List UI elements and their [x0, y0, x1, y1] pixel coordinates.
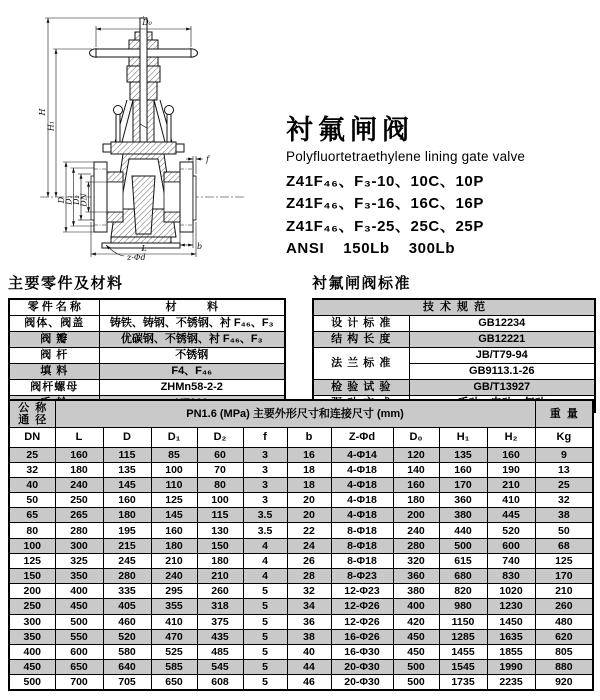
dimension-col-header: Z-Φd	[331, 427, 393, 447]
dimension-cell: 1020	[487, 584, 535, 599]
dimension-cell: 38	[287, 629, 331, 644]
dimension-row	[9, 553, 593, 568]
dimension-cell: 170	[439, 477, 487, 492]
dim-label-d1: D₁	[64, 195, 74, 205]
dimension-row	[9, 569, 593, 584]
dimension-cell: 4	[243, 538, 287, 553]
dimension-cell: 32	[287, 584, 331, 599]
dimension-row	[9, 477, 593, 492]
dimension-cell: 3.5	[243, 508, 287, 523]
dimension-cell: 4-Φ14	[331, 447, 393, 462]
dimension-cell: 325	[55, 553, 103, 568]
dimension-row	[9, 614, 593, 629]
dimension-cell: 16	[287, 447, 331, 462]
dimension-cell: 335	[103, 584, 151, 599]
dimension-cell: 25	[9, 447, 55, 462]
dim-label-zd: z-Φd	[127, 253, 146, 262]
dimension-cell: 18	[287, 462, 331, 477]
dimension-cell: 480	[535, 614, 593, 629]
dimension-cell: 5	[243, 614, 287, 629]
dimension-cell: 520	[103, 629, 151, 644]
dim-label-d: D	[57, 196, 66, 204]
dimension-cell: 500	[9, 675, 55, 691]
dimension-cell: 50	[9, 493, 55, 508]
dimension-cell: 640	[103, 660, 151, 675]
dimension-cell: 200	[9, 584, 55, 599]
dimension-cell: 12-Φ26	[331, 599, 393, 614]
dimension-cell: 280	[55, 523, 103, 538]
dimension-cell: 60	[197, 447, 243, 462]
dimension-col-header: DN	[9, 427, 55, 447]
dimension-row	[9, 599, 593, 614]
dimension-cell: 705	[103, 675, 151, 691]
corner-header	[9, 400, 55, 427]
standards-row	[313, 348, 595, 364]
dimension-cell: 1285	[439, 629, 487, 644]
dimension-cell: 615	[439, 553, 487, 568]
dimension-cell: 1230	[487, 599, 535, 614]
dimension-cell: 20	[287, 508, 331, 523]
dimension-cell: 160	[439, 462, 487, 477]
dimension-cell: 16-Φ26	[331, 629, 393, 644]
dimension-cell: 1455	[439, 644, 487, 659]
dimension-row	[9, 660, 593, 675]
dimension-cell: 110	[151, 477, 197, 492]
dimension-cell: 600	[487, 538, 535, 553]
dimension-cell: 500	[439, 538, 487, 553]
dimension-cell: 170	[535, 569, 593, 584]
dimension-cell: 260	[197, 584, 243, 599]
dimension-cell: 1545	[439, 660, 487, 675]
dimension-cell: 820	[439, 584, 487, 599]
dimension-cell: 620	[535, 629, 593, 644]
dimension-cell: 5	[243, 584, 287, 599]
dimension-row	[9, 675, 593, 691]
dimension-cell: 470	[151, 629, 197, 644]
standard-name: 设 计 标 准	[313, 316, 409, 332]
corner-header-line2: 通 径	[18, 413, 47, 426]
dimension-cell: 240	[151, 569, 197, 584]
product-title-en: Polyfluortetraethylene lining gate valve	[286, 148, 526, 164]
dimension-cell: 210	[151, 553, 197, 568]
dimension-cell: 520	[487, 523, 535, 538]
dimension-cell: 150	[197, 538, 243, 553]
dimension-cell: 5	[243, 629, 287, 644]
dimension-cell: 980	[439, 599, 487, 614]
dimension-cell: 435	[197, 629, 243, 644]
dimension-col-header: D₀	[393, 427, 439, 447]
dimension-cell: 40	[9, 477, 55, 492]
dimension-cell: 250	[9, 599, 55, 614]
part-material: 优碳钢、不锈钢、衬 F₄₆、F₃	[99, 332, 285, 348]
dimension-cell: 280	[393, 538, 439, 553]
dimension-cell: 120	[393, 447, 439, 462]
dimension-cell: 200	[393, 508, 439, 523]
dimension-cell: 545	[197, 660, 243, 675]
dimension-cell: 8-Φ18	[331, 553, 393, 568]
dimension-col-header: D₁	[151, 427, 197, 447]
dimension-cell: 125	[9, 553, 55, 568]
dimension-cell: 5	[243, 675, 287, 691]
dimension-cell: 130	[197, 523, 243, 538]
title-block	[286, 116, 594, 261]
dim-label-b: b	[197, 242, 203, 251]
standards-header-row	[313, 299, 595, 316]
dimension-row	[9, 629, 593, 644]
dimension-cell: 585	[151, 660, 197, 675]
dimension-cell: 85	[151, 447, 197, 462]
dimension-cell: 80	[197, 477, 243, 492]
dimension-cell: 160	[393, 477, 439, 492]
dimension-cell: 420	[393, 614, 439, 629]
dimension-cell: 20-Φ30	[331, 675, 393, 691]
dimension-cell: 650	[55, 660, 103, 675]
standard-value: GB9113.1-26	[409, 364, 595, 380]
dimension-cell: 32	[535, 493, 593, 508]
dimension-cell: 3	[243, 477, 287, 492]
dimension-cell: 260	[535, 599, 593, 614]
dimension-row	[9, 584, 593, 599]
dimension-cell: 360	[439, 493, 487, 508]
dimension-row	[9, 538, 593, 553]
dimension-cell: 250	[55, 493, 103, 508]
dimension-cell: 375	[197, 614, 243, 629]
standard-name: 检 验 试 验	[313, 380, 409, 396]
dimension-cell: 140	[393, 462, 439, 477]
ansi-line: ANSI 150Lb 300Lb	[286, 240, 456, 258]
dimension-cell: 36	[287, 614, 331, 629]
dimension-row	[9, 508, 593, 523]
dimension-cell: 160	[151, 523, 197, 538]
part-material: 铸铁、铸钢、不锈钢、衬 F₄₆、F₃	[99, 316, 285, 332]
dimension-cell: 410	[151, 614, 197, 629]
dimension-cell: 1150	[439, 614, 487, 629]
dimension-cell: 44	[287, 660, 331, 675]
dimension-cell: 300	[9, 614, 55, 629]
standards-section-title: 衬氟闸阀标准	[312, 275, 412, 292]
dimension-cell: 410	[487, 493, 535, 508]
dimension-cell: 65	[9, 508, 55, 523]
dim-label-d0: D₀	[142, 18, 152, 27]
dimension-cell: 4-Φ18	[331, 477, 393, 492]
dimension-cell: 8-Φ23	[331, 569, 393, 584]
parts-row	[9, 332, 285, 348]
parts-section	[8, 272, 286, 413]
dimension-cell: 4-Φ18	[331, 508, 393, 523]
dimension-cell: 608	[197, 675, 243, 691]
dimension-row	[9, 493, 593, 508]
dimension-cell: 12-Φ26	[331, 614, 393, 629]
middle-section	[8, 272, 596, 413]
standards-row	[313, 332, 595, 348]
part-name: 填 料	[9, 364, 99, 380]
dimension-table-body	[9, 447, 593, 690]
part-material: ZHMn58-2-2	[99, 380, 285, 396]
parts-table	[8, 298, 286, 413]
standard-name: 结 构 长 度	[313, 332, 409, 348]
dimension-cell: 445	[487, 508, 535, 523]
dim-label-h: H	[38, 108, 47, 116]
dimension-cell: 145	[151, 508, 197, 523]
dim-label-l: L	[141, 244, 147, 253]
dimension-cell: 320	[393, 553, 439, 568]
standards-header: 技 术 规 范	[313, 299, 595, 316]
dimension-cell: 22	[287, 523, 331, 538]
dimension-cell: 115	[103, 447, 151, 462]
product-title-cn: 衬氟闸阀	[286, 115, 414, 145]
parts-row	[9, 316, 285, 332]
dimension-cell: 400	[393, 599, 439, 614]
dimension-cell: 5	[243, 660, 287, 675]
dimension-cell: 13	[535, 462, 593, 477]
dimension-cell: 8-Φ18	[331, 523, 393, 538]
valve-drawing	[6, 4, 278, 266]
dimension-cell: 115	[197, 508, 243, 523]
gate-valve-diagram	[6, 4, 278, 266]
dimension-cell: 450	[9, 660, 55, 675]
dimension-cell: 135	[439, 447, 487, 462]
dimension-cell: 400	[9, 644, 55, 659]
dimension-cell: 4	[243, 569, 287, 584]
dimension-cell: 3.5	[243, 523, 287, 538]
dimension-row	[9, 644, 593, 659]
part-material: F4、F₄₆	[99, 364, 285, 380]
parts-row	[9, 348, 285, 364]
dimension-cell: 360	[393, 569, 439, 584]
dimension-cell: 5	[243, 644, 287, 659]
standards-section	[312, 272, 596, 413]
corner-header-line1: 公 称	[18, 401, 47, 414]
dimension-cell: 500	[393, 660, 439, 675]
dimension-cell: 135	[103, 462, 151, 477]
dimension-cell: 34	[287, 599, 331, 614]
dimension-cell: 600	[55, 644, 103, 659]
standard-value: JB/T79-94	[409, 348, 595, 364]
dimension-cell: 550	[55, 629, 103, 644]
dimension-cell: 100	[9, 538, 55, 553]
dimension-cell: 80	[9, 523, 55, 538]
standard-value: GB12234	[409, 316, 595, 332]
dimension-cell: 740	[487, 553, 535, 568]
dimension-cell: 4-Φ18	[331, 462, 393, 477]
dim-label-h1: H₁	[46, 120, 56, 132]
dimension-cell: 440	[439, 523, 487, 538]
dim-label-dn: DN	[79, 193, 89, 207]
dimension-row	[9, 462, 593, 477]
column-header-row	[9, 427, 593, 447]
dimension-cell: 355	[151, 599, 197, 614]
dimension-cell: 525	[151, 644, 197, 659]
dimension-cell: 160	[487, 447, 535, 462]
dimension-col-header: b	[287, 427, 331, 447]
dimension-cell: 38	[535, 508, 593, 523]
dimension-cell: 190	[487, 462, 535, 477]
dimension-cell: 450	[393, 629, 439, 644]
dimension-cell: 240	[55, 477, 103, 492]
dimension-cell: 3	[243, 493, 287, 508]
dimension-cell: 32	[9, 462, 55, 477]
dimension-cell: 400	[55, 584, 103, 599]
dimension-cell: 350	[55, 569, 103, 584]
dimension-cell: 1450	[487, 614, 535, 629]
dimension-cell: 160	[55, 447, 103, 462]
parts-section-title: 主要零件及材料	[8, 275, 124, 292]
dimension-cell: 46	[287, 675, 331, 691]
dimension-cell: 4	[243, 553, 287, 568]
part-name: 阀 杆	[9, 348, 99, 364]
dimension-cell: 300	[55, 538, 103, 553]
dimension-cell: 5	[243, 599, 287, 614]
dimension-cell: 180	[151, 538, 197, 553]
dimension-cell: 50	[535, 523, 593, 538]
dimension-col-header: H₁	[439, 427, 487, 447]
dimension-cell: 70	[197, 462, 243, 477]
dimension-cell: 485	[197, 644, 243, 659]
dimension-cell: 1990	[487, 660, 535, 675]
dimension-cell: 20	[287, 493, 331, 508]
dimension-col-header: D₂	[197, 427, 243, 447]
standard-value: GB/T13927	[409, 380, 595, 396]
dimension-row	[9, 523, 593, 538]
dim-label-d2: D₂	[72, 195, 81, 205]
standards-row	[313, 380, 595, 396]
dimension-cell: 350	[9, 629, 55, 644]
dimension-cell: 180	[103, 508, 151, 523]
dimension-cell: 210	[487, 477, 535, 492]
model-line-1: Z41F₄₆、F₃-10、10C、10P	[286, 172, 484, 190]
dimension-cell: 500	[393, 675, 439, 691]
main-dimension-header: PN1.6 (MPa) 主要外形尺寸和连接尺寸 (mm)	[55, 400, 535, 427]
dimension-cell: 210	[197, 569, 243, 584]
parts-row	[9, 380, 285, 396]
dimension-cell: 500	[55, 614, 103, 629]
dimension-cell: 295	[151, 584, 197, 599]
dimension-cell: 830	[487, 569, 535, 584]
dimension-cell: 3	[243, 447, 287, 462]
dimension-col-header: Kg	[535, 427, 593, 447]
dimension-cell: 650	[151, 675, 197, 691]
weight-header: 重 量	[535, 400, 593, 427]
dimension-cell: 9	[535, 447, 593, 462]
standards-table	[312, 298, 596, 413]
dimension-cell: 1855	[487, 644, 535, 659]
standard-name: 法 兰 标 准	[313, 348, 409, 380]
dim-label-f: f	[206, 155, 209, 164]
parts-col-header-name: 零 件 名 称	[9, 299, 99, 316]
standards-row	[313, 316, 595, 332]
dimension-cell: 265	[55, 508, 103, 523]
dimension-cell: 100	[151, 462, 197, 477]
dimension-cell: 318	[197, 599, 243, 614]
dimension-col-header: D	[103, 427, 151, 447]
dimension-col-header: f	[243, 427, 287, 447]
dimension-cell: 180	[393, 493, 439, 508]
dimension-cell: 125	[535, 553, 593, 568]
part-name: 阀 瓣	[9, 332, 99, 348]
dimension-cell: 150	[9, 569, 55, 584]
dimension-cell: 380	[439, 508, 487, 523]
dimension-cell: 580	[103, 644, 151, 659]
part-name: 阀杆螺母	[9, 380, 99, 396]
parts-col-header-material: 材 料	[99, 299, 285, 316]
dimension-header-row-1	[9, 400, 593, 427]
dimension-cell: 245	[103, 553, 151, 568]
dimension-cell: 1735	[439, 675, 487, 691]
dimension-cell: 280	[103, 569, 151, 584]
dimension-col-header: H₂	[487, 427, 535, 447]
dimension-cell: 920	[535, 675, 593, 691]
dimension-cell: 450	[393, 644, 439, 659]
dimension-cell: 12-Φ23	[331, 584, 393, 599]
part-name: 阀体、阀盖	[9, 316, 99, 332]
dimension-col-header: L	[55, 427, 103, 447]
dimension-cell: 18	[287, 477, 331, 492]
dimension-cell: 805	[535, 644, 593, 659]
dimension-cell: 28	[287, 569, 331, 584]
dimension-cell: 2235	[487, 675, 535, 691]
dimension-cell: 450	[55, 599, 103, 614]
dimension-cell: 26	[287, 553, 331, 568]
dimension-cell: 215	[103, 538, 151, 553]
standard-value: GB12221	[409, 332, 595, 348]
dimension-cell: 125	[151, 493, 197, 508]
dimension-cell: 40	[287, 644, 331, 659]
dimension-cell: 195	[103, 523, 151, 538]
parts-table-body	[9, 316, 285, 413]
dimension-cell: 8-Φ18	[331, 538, 393, 553]
dimension-cell: 405	[103, 599, 151, 614]
dimension-cell: 24	[287, 538, 331, 553]
parts-row	[9, 364, 285, 380]
dimension-cell: 100	[197, 493, 243, 508]
dimension-cell: 160	[103, 493, 151, 508]
dimension-cell: 1635	[487, 629, 535, 644]
dimension-cell: 180	[197, 553, 243, 568]
dimension-cell: 68	[535, 538, 593, 553]
dimension-cell: 210	[535, 584, 593, 599]
dimension-cell: 16-Φ30	[331, 644, 393, 659]
dimension-cell: 240	[393, 523, 439, 538]
parts-header-row	[9, 299, 285, 316]
dimension-cell: 145	[103, 477, 151, 492]
dimension-cell: 3	[243, 462, 287, 477]
part-material: 不锈钢	[99, 348, 285, 364]
dimension-cell: 4-Φ18	[331, 493, 393, 508]
dimension-cell: 20-Φ30	[331, 660, 393, 675]
dimension-cell: 680	[439, 569, 487, 584]
dimension-cell: 25	[535, 477, 593, 492]
dimension-row	[9, 447, 593, 462]
dimension-table	[8, 399, 594, 691]
model-line-2: Z41F₄₆、F₃-16、16C、16P	[286, 195, 484, 213]
model-line-3: Z41F₄₆、F₃-25、25C、25P	[286, 217, 484, 235]
dimension-cell: 380	[393, 584, 439, 599]
dimension-cell: 880	[535, 660, 593, 675]
dimension-cell: 460	[103, 614, 151, 629]
dimension-cell: 180	[55, 462, 103, 477]
dimension-cell: 700	[55, 675, 103, 691]
